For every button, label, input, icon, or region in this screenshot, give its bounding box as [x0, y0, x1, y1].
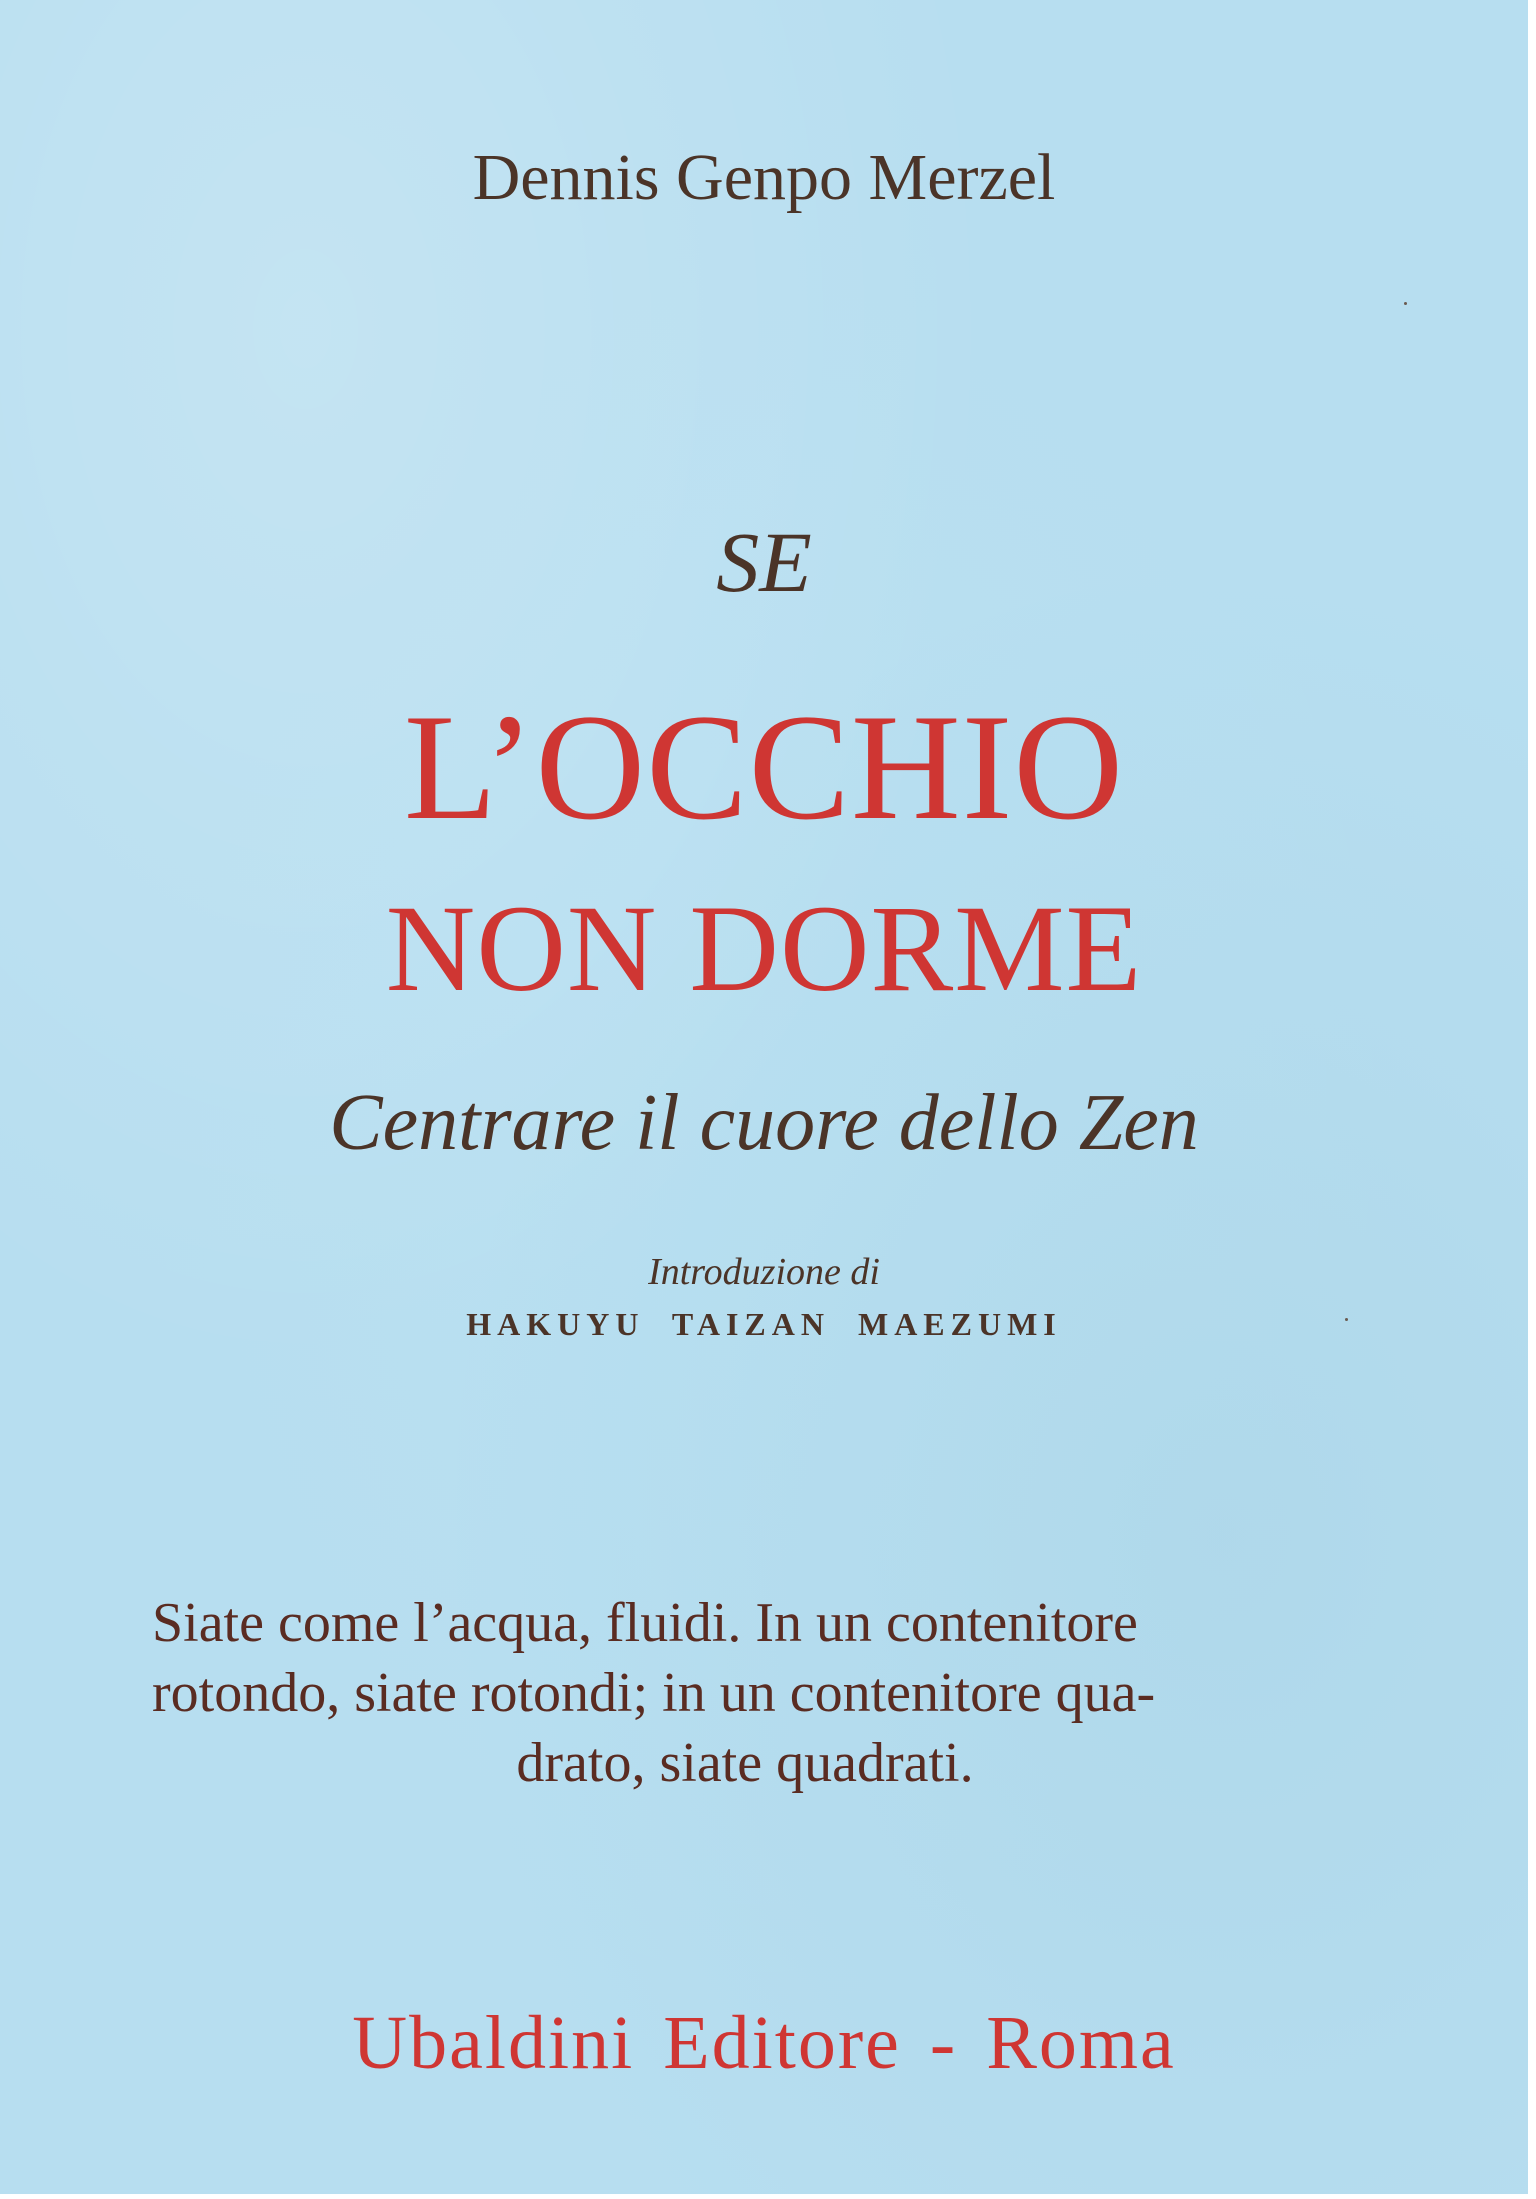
- title-prefix: SE: [716, 514, 812, 610]
- introduction-label: Introduzione di: [648, 1251, 880, 1293]
- paper-speck: [1345, 1318, 1348, 1321]
- publisher: Ubaldini Editore - Roma: [352, 2001, 1176, 2085]
- introduction-author: HAKUYU TAIZAN MAEZUMI: [466, 1306, 1062, 1342]
- quote-line-1: Siate come l’acqua, fluidi. In un contenitore: [152, 1592, 1138, 1654]
- cover-quote: [152, 1588, 1338, 1798]
- quote-line-3: drato, siate quadrati.: [516, 1732, 974, 1794]
- title-line-2: NON DORME: [385, 880, 1143, 1017]
- paper-speck: [1404, 302, 1407, 305]
- author-name: Dennis Genpo Merzel: [472, 141, 1056, 214]
- subtitle: Centrare il cuore dello Zen: [329, 1079, 1199, 1167]
- title-line-1: L’OCCHIO: [403, 683, 1125, 851]
- quote-line-2: rotondo, siate rotondi; in un contenitore qua-: [152, 1662, 1156, 1724]
